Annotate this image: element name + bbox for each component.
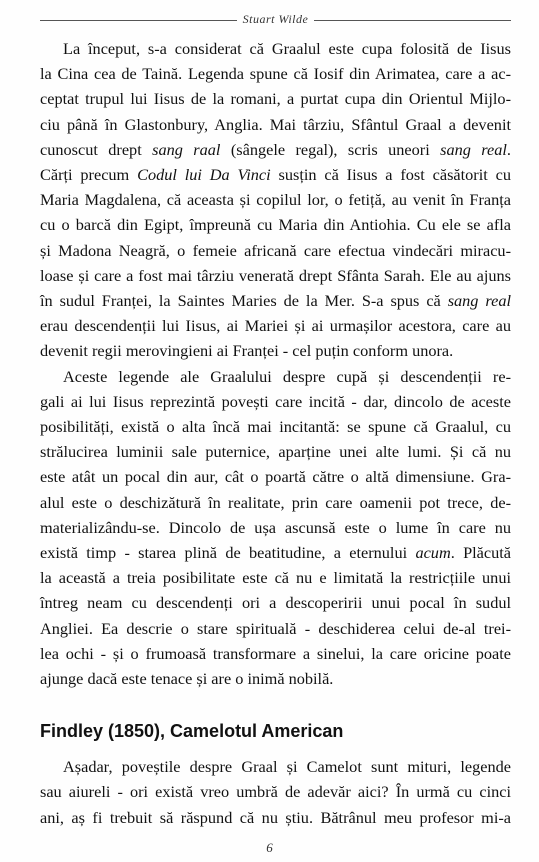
page-body — [40, 36, 511, 830]
text-line: Cărți precum Codul lui Da Vinci susțin că Iisus a fost căsătorit cu — [40, 165, 511, 185]
text-line: la Cina cea de Taină. Legenda spune că Iosif din Arimatea, care a ac- — [40, 64, 511, 84]
text-line: la această a treia posibilitate este că nu e limitată la restricțiile unui — [40, 568, 511, 588]
page-number: 6 — [266, 840, 273, 855]
text-line: întreg neam cu descendenți ori a descoperirii unui pocal în sudul — [40, 593, 511, 613]
header-rule-left — [40, 20, 237, 21]
text-line: posibilități, există o alta încă mai incitantă: se spune că Graalul, cu — [40, 417, 511, 437]
text-line: este atât un pocal din aur, cât o poartă către o altă dimensiune. Gra- — [40, 467, 511, 487]
text-line: există timp - starea plină de beatitudine, a eternului acum. Plăcută — [40, 543, 512, 563]
text-line: Angliei. Ea descrie o stare spirituală - deschiderea celui de-al trei- — [40, 618, 511, 638]
text-line: Maria Magdalena, că aceasta și copilul lor, o fetiță, au venit în Franța — [40, 190, 511, 210]
text-line: La început, s-a considerat că Graalul este cupa folosită de Iisus — [63, 39, 511, 58]
paragraph-2 — [40, 364, 511, 692]
text-line: gali ai lui Iisus reprezintă povești care incită - dar, dincolo de aceste — [40, 391, 511, 411]
running-header — [40, 12, 511, 26]
text-line: ciu până în Glastonbury, Anglia. Mai târziu, Sfântul Graal a devenit — [40, 114, 511, 134]
text-line: loase și care a fost mai târziu venerată drept Sfânta Sarah. Ele au ajuns — [40, 265, 511, 285]
paragraph-3 — [40, 754, 511, 830]
text-line: alul este o deschizătură în realitate, prin care oamenii pot trece, de- — [40, 492, 511, 512]
text-line: cu o barcă din Egipt, împreună cu Maria din Antiohia. Cu ele se afla — [40, 215, 511, 235]
section-heading: Findley (1850), Camelotul American — [40, 721, 344, 742]
text-line: materializându-se. Dincolo de ușa ascunsă este o lume în care nu — [40, 517, 511, 537]
text-line: cunoscut drept sang raal (sângele regal), scris uneori sang real. — [40, 139, 511, 159]
text-line: devenit regii merovingieni ai Franței - cel puțin conform unora. — [40, 341, 454, 361]
header-rule-right — [314, 20, 511, 21]
text-line: ani, aș fi trebuit să răspund că nu știu. Bătrânul meu profesor mi-a — [40, 807, 511, 827]
text-line: ajunge dacă este tenace și are o inimă nobilă. — [40, 669, 334, 689]
text-line: sau aiureli - ori există vreo umbră de adevăr aici? În urmă cu cinci — [40, 782, 511, 802]
text-line: în sudul Franței, la Saintes Maries de la Mer. S-a spus că sang real — [40, 291, 511, 311]
text-line: Așadar, poveștile despre Graal și Camelot sunt mituri, legende — [63, 757, 511, 777]
text-line: Aceste legende ale Graalului despre cupă și descendenții re- — [63, 366, 511, 386]
paragraph-1 — [40, 36, 511, 364]
text-line: strălucirea luminii sale puternice, aparține unei alte lumi. Și că nu — [40, 442, 511, 462]
text-line: lea ochi - și o frumoasă transformare a sinelui, la care oricine poate — [40, 643, 511, 663]
running-title: Stuart Wilde — [242, 11, 309, 26]
text-line: ceptat trupul lui Iisus de la romani, a purtat cupa din Orientul Mijlo- — [40, 89, 511, 109]
text-line: și Madona Neagră, o femeie africană care efectua vindecări miracu- — [40, 240, 511, 260]
text-line: erau descendenții lui Iisus, ai Mariei și ai urmașilor acestora, care au — [40, 316, 511, 336]
